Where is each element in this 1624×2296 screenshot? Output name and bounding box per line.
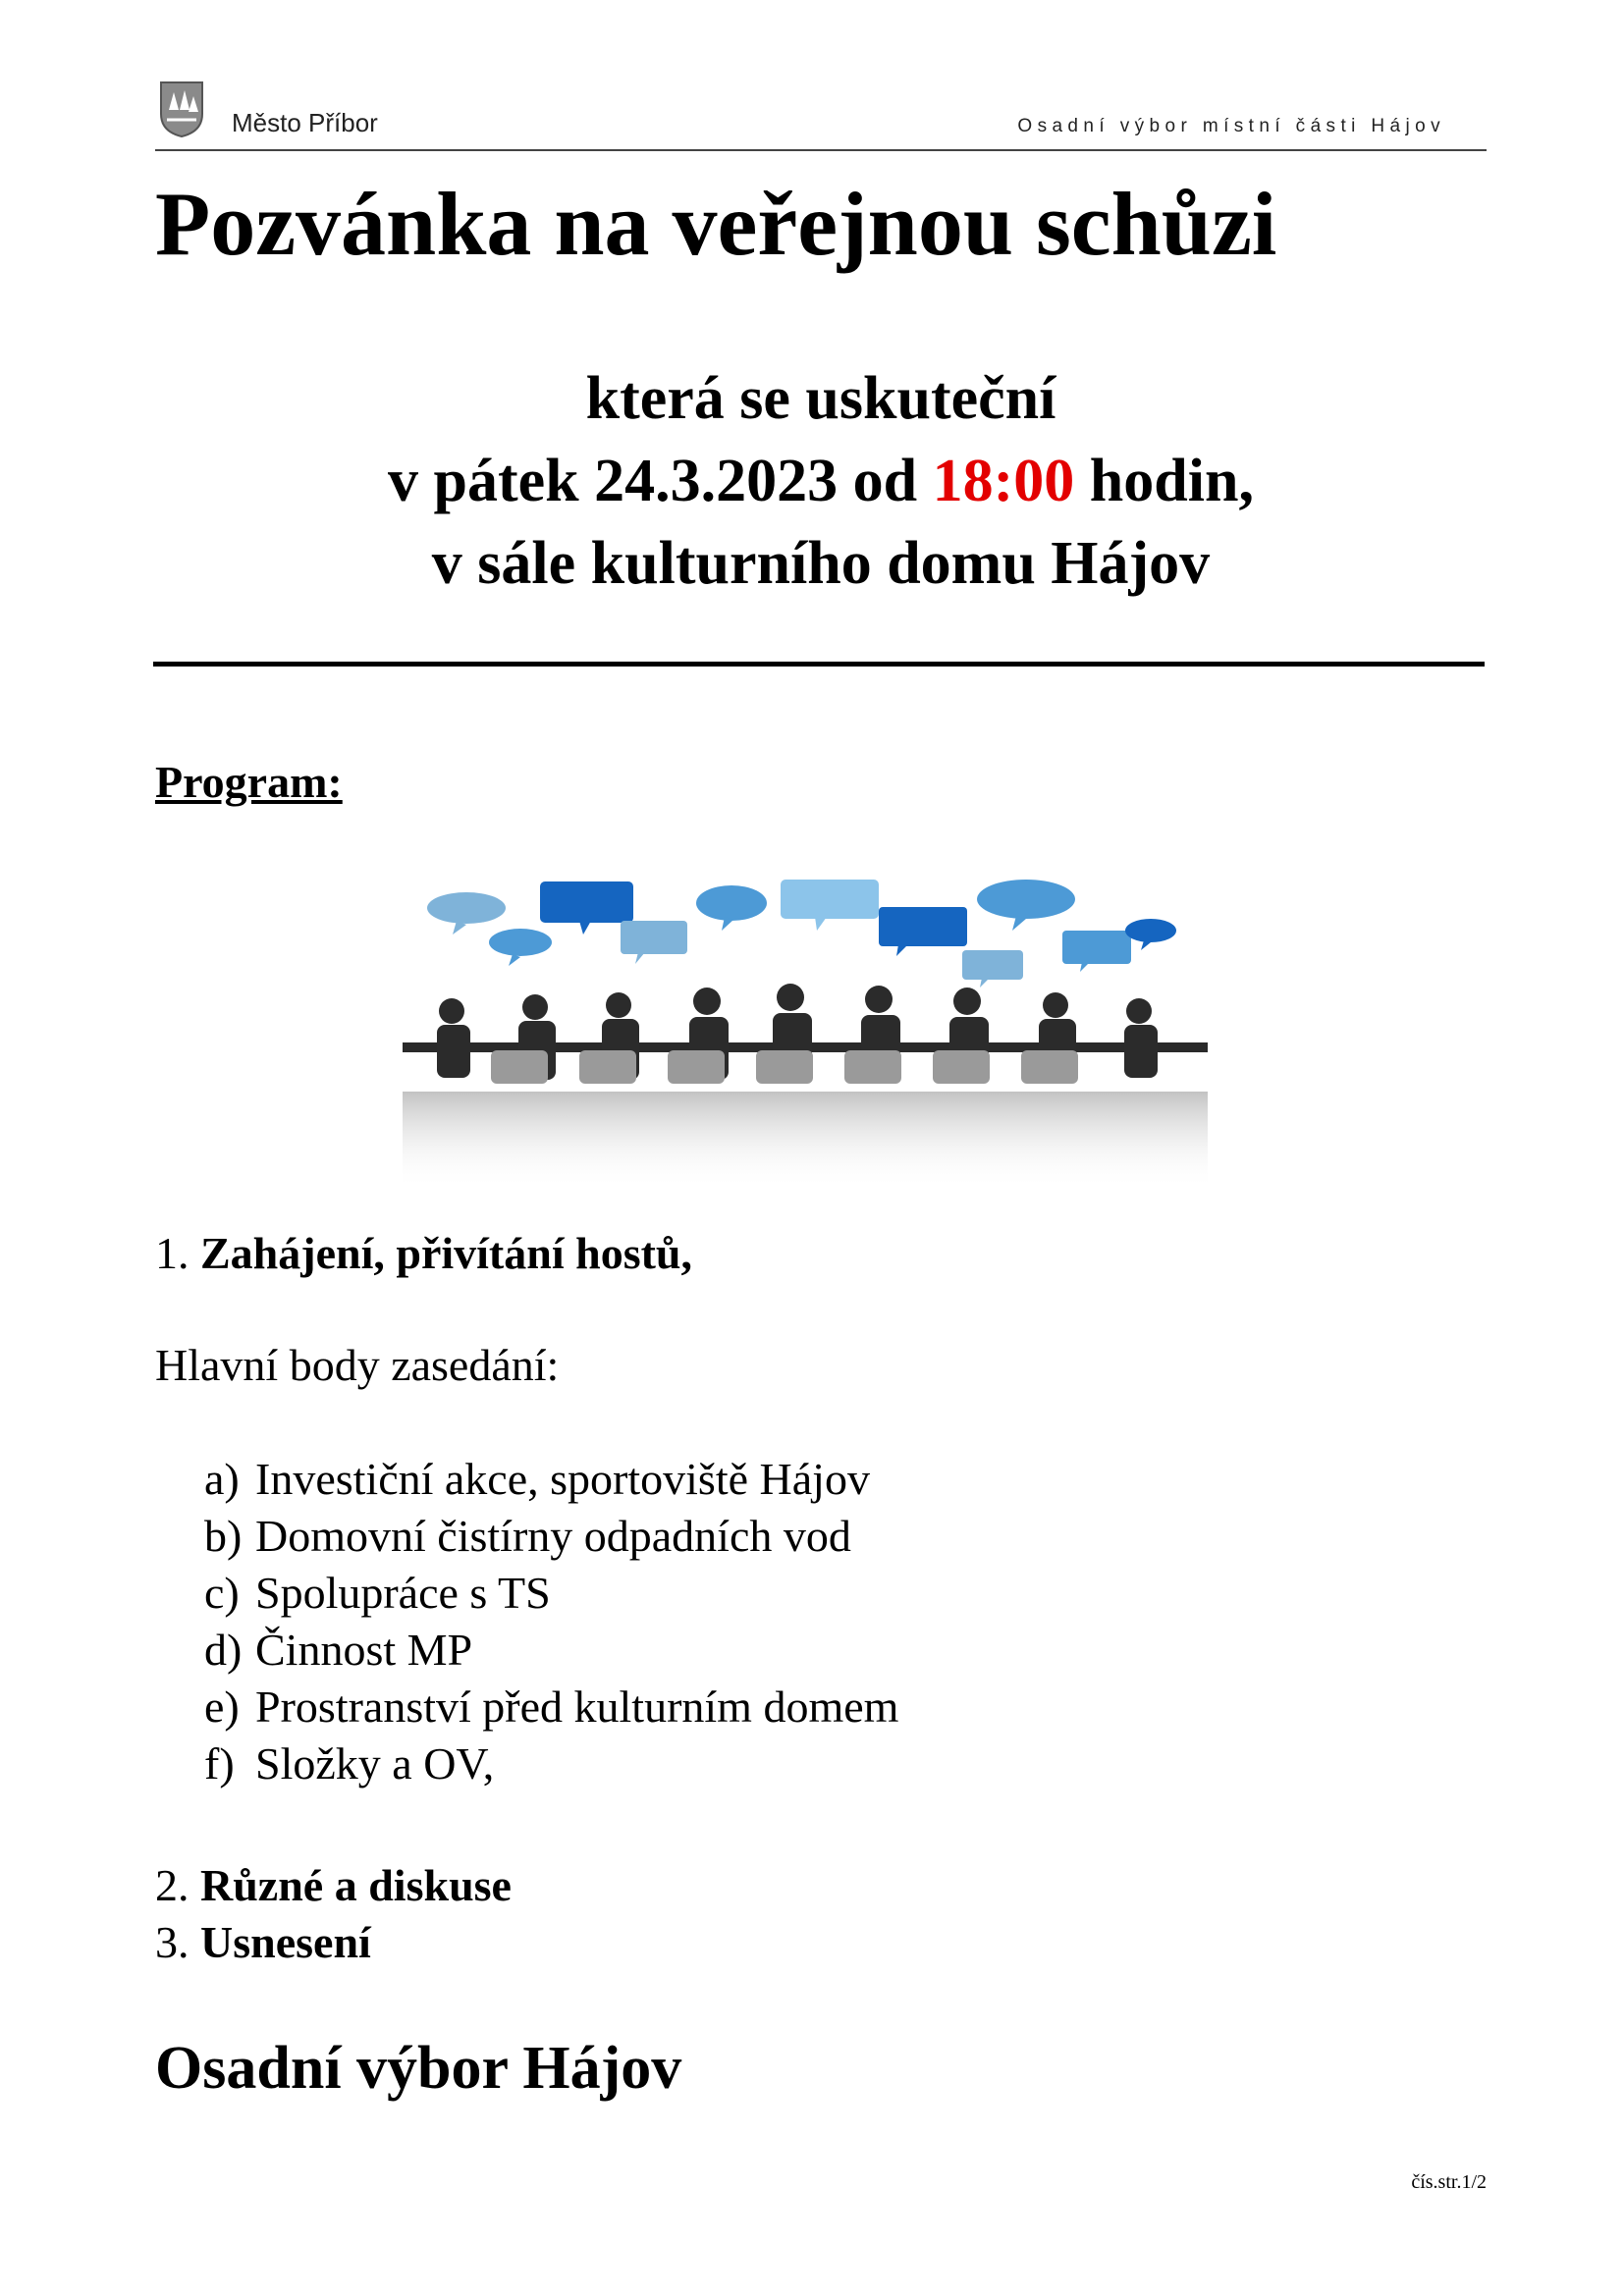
details-line-1: která se uskuteční xyxy=(585,365,1056,432)
item-text: Zahájení, přivítání hostů, xyxy=(200,1228,692,1278)
page-number: čís.str.1/2 xyxy=(1411,2171,1487,2193)
program-heading: Program: xyxy=(155,757,343,807)
program-item-3 xyxy=(155,1914,512,1971)
town-name: Město Příbor xyxy=(232,108,378,137)
list-item xyxy=(204,1622,898,1679)
list-item xyxy=(204,1565,898,1622)
page-header xyxy=(155,69,1487,151)
town-crest-icon xyxy=(159,80,204,137)
time-highlight: 18:00 xyxy=(932,448,1075,514)
item-text: Různé a diskuse xyxy=(200,1860,512,1910)
details-line-2 xyxy=(155,440,1487,522)
meeting-details xyxy=(155,357,1487,605)
signature: Osadní výbor Hájov xyxy=(155,2035,682,2102)
program-item-1 xyxy=(155,1227,692,1279)
main-points-intro: Hlavní body zasedání: xyxy=(155,1340,560,1390)
hours-text: hodin, xyxy=(1074,448,1254,514)
item-number: 2. xyxy=(155,1860,189,1910)
list-item xyxy=(204,1508,898,1565)
list-item-text: Investiční akce, sportoviště Hájov xyxy=(255,1454,870,1504)
list-marker: c) xyxy=(204,1568,240,1618)
date-text: v pátek 24.3.2023 od xyxy=(388,448,933,514)
list-marker: e) xyxy=(204,1682,240,1732)
list-item-text: Spolupráce s TS xyxy=(255,1568,551,1618)
meeting-illustration xyxy=(344,815,1267,1198)
list-item-text: Činnost MP xyxy=(255,1625,473,1675)
list-marker: a) xyxy=(204,1454,240,1504)
details-line-3: v sále kulturního domu Hájov xyxy=(431,530,1211,597)
program-items-2-3 xyxy=(155,1857,512,1971)
item-number: 1. xyxy=(155,1228,189,1278)
divider xyxy=(153,662,1485,667)
list-item xyxy=(204,1735,898,1792)
main-points-list xyxy=(204,1451,898,1792)
list-item xyxy=(204,1679,898,1735)
list-item xyxy=(204,1451,898,1508)
floor-reflection xyxy=(403,1092,1208,1190)
invitation-title: Pozvánka na veřejnou schůzi xyxy=(155,174,1277,274)
item-number: 3. xyxy=(155,1917,189,1967)
meeting-chairs xyxy=(491,1050,1078,1084)
committee-name: Osadní výbor místní části Hájov xyxy=(1017,116,1445,136)
item-text: Usnesení xyxy=(200,1917,371,1967)
list-marker: d) xyxy=(204,1625,243,1675)
speech-bubbles xyxy=(427,880,1176,988)
list-item-text: Prostranství před kulturním domem xyxy=(255,1682,899,1732)
list-item-text: Složky a OV, xyxy=(255,1738,495,1789)
list-marker: f) xyxy=(204,1738,235,1789)
list-marker: b) xyxy=(204,1511,243,1561)
program-item-2 xyxy=(155,1857,512,1914)
list-item-text: Domovní čistírny odpadních vod xyxy=(255,1511,851,1561)
